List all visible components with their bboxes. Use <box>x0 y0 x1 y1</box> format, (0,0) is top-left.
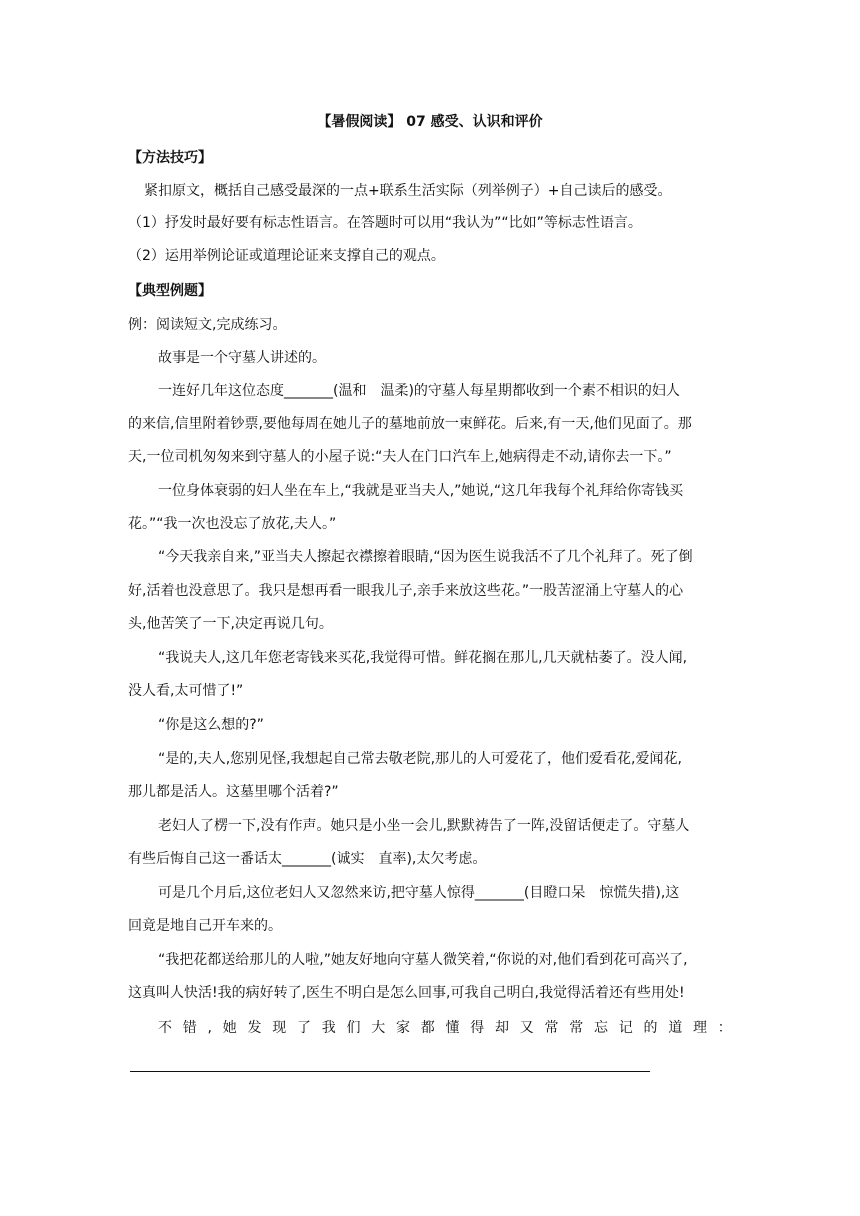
question-char: 道 <box>668 1020 683 1036</box>
passage-line: 好,活着也没意思了。我只是想再看一眼我儿子,亲手来放这些花。”一股苦涩涌上守墓人的心 <box>128 583 684 599</box>
question-char: 的 <box>643 1020 658 1036</box>
question-char: 我 <box>321 1020 336 1036</box>
question-char: 们 <box>346 1020 361 1036</box>
question-char: 现 <box>272 1020 287 1036</box>
question-char: 懂 <box>445 1020 460 1036</box>
question-char: 理 <box>692 1020 707 1036</box>
document-title: 【暑假阅读】 07 感受、认识和评价 <box>317 114 543 130</box>
question-char: 记 <box>618 1020 633 1036</box>
answer-blank-line <box>130 1071 650 1072</box>
passage-line: 有些后悔自己这一番话太_______(诚实 直率),太欠考虑。 <box>128 851 487 867</box>
passage-line: 回竟是地自己开车来的。 <box>128 918 282 934</box>
question-line <box>158 1018 732 1038</box>
question-char: 又 <box>519 1020 534 1036</box>
passage-line: “你是这么想的?” <box>158 717 264 733</box>
section-heading-example: 【典型例题】 <box>128 283 212 299</box>
question-char: 了 <box>296 1020 311 1036</box>
passage-line: 天,一位司机匆匆来到守墓人的小屋子说:“夫人在门口汽车上,她病得走不动,请你去一下。” <box>128 449 672 465</box>
method-line: 紧扣原文，概括自己感受最深的一点+联系生活实际（列举例子）+自己读后的感受。 <box>144 183 672 199</box>
question-char: 不 <box>158 1020 172 1036</box>
question-char: 家 <box>395 1020 410 1036</box>
question-char: 得 <box>470 1020 485 1036</box>
passage-line: “我说夫人,这几年您老寄钱来买花,我觉得可惜。鲜花搁在那儿,几天就枯萎了。没人闻, <box>158 650 688 666</box>
question-char: 大 <box>371 1020 386 1036</box>
question-char: 错 <box>182 1020 197 1036</box>
question-char: 她 <box>222 1020 237 1036</box>
passage-line: 一位身体衰弱的妇人坐在车上,“我就是亚当夫人,”她说,“这几年我每个礼拜给你寄钱买 <box>158 483 684 499</box>
question-char: 却 <box>494 1020 509 1036</box>
passage-line: 一连好几年这位态度_______(温和 温柔)的守墓人每星期都收到一个素不相识的妇人 <box>158 383 680 399</box>
passage-line: 老妇人了楞一下,没有作声。她只是小坐一会儿,默默祷告了一阵,没留话便走了。守墓人 <box>158 818 690 834</box>
question-char: ： <box>717 1020 732 1036</box>
question-char: 发 <box>247 1020 262 1036</box>
passage-line: 花。”“我一次也没忘了放花,夫人。” <box>128 516 337 532</box>
passage-line: 可是几个月后,这位老妇人又忽然来访,把守墓人惊得_______(目瞪口呆 惊慌失措),这 <box>158 885 680 901</box>
passage-line: 那儿都是活人。这墓里哪个活着?” <box>128 784 339 800</box>
method-line: （2）运用举例论证或道理论证来支撑自己的观点。 <box>128 248 445 264</box>
question-char: 忘 <box>593 1020 608 1036</box>
question-char: , <box>207 1020 212 1036</box>
passage-line: “是的,夫人,您别见怪,我想起自己常去敬老院,那儿的人可爱花了，他们爱看花,爱闻花, <box>158 751 682 767</box>
passage-line: “我把花都送给那儿的人啦,”她友好地向守墓人微笑着,“你说的对,他们看到花可高兴了, <box>158 952 688 968</box>
method-line: （1）抒发时最好要有标志性语言。在答题时可以用“我认为”“比如”等标志性语言。 <box>128 215 642 231</box>
question-char: 都 <box>420 1020 435 1036</box>
question-char: 常 <box>544 1020 559 1036</box>
passage-line: 的来信,信里附着钞票,要他每周在她儿子的墓地前放一束鲜花。后来,有一天,他们见面了。那 <box>128 416 692 432</box>
section-heading-method: 【方法技巧】 <box>128 150 212 166</box>
example-intro: 例：阅读短文,完成练习。 <box>128 317 287 333</box>
passage-line: 故事是一个守墓人讲述的。 <box>158 350 326 366</box>
passage-line: 这真叫人快活!我的病好转了,医生不明白是怎么回事,可我自己明白,我觉得活着还有些用处! <box>128 985 685 1001</box>
question-char: 常 <box>569 1020 584 1036</box>
passage-line: “今天我亲自来,”亚当夫人擦起衣襟擦着眼睛,“因为医生说我活不了几个礼拜了。死了倒 <box>158 549 693 565</box>
passage-line: 没人看,太可惜了!” <box>128 683 244 699</box>
passage-line: 头,他苦笑了一下,决定再说几句。 <box>128 616 333 632</box>
